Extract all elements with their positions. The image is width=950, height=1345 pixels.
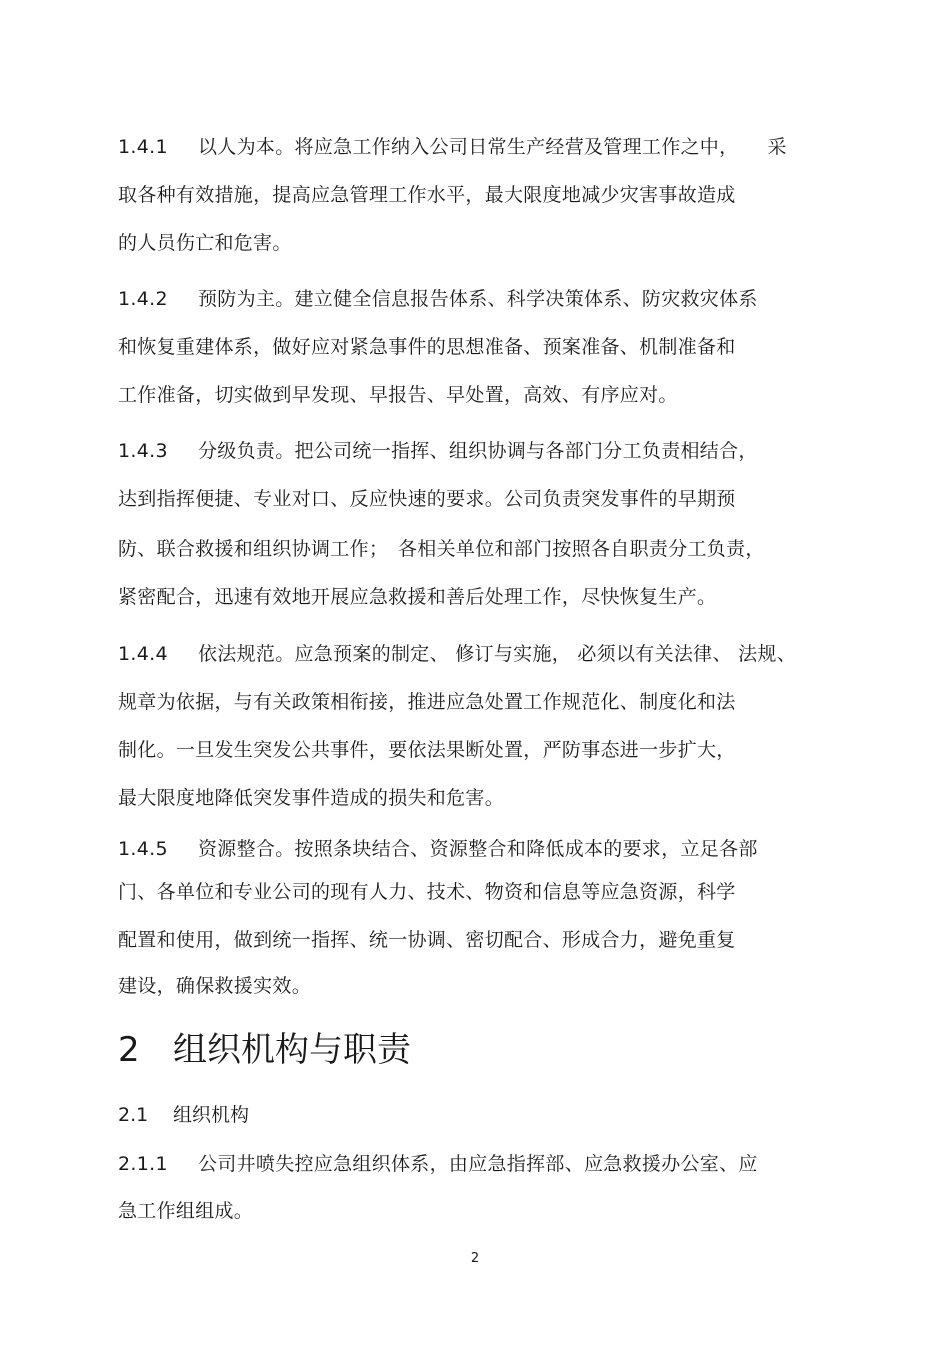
- paragraph-line: 取各种有效措施，提高应急管理工作水平，最大限度地减少灾害事故造成: [118, 184, 736, 206]
- paragraph-line: 工作准备，切实做到早发现、早报告、早处置，高效、有序应对。: [118, 384, 678, 406]
- paragraph-text: 依法规范。应急预案的制定、 修订与实施， 必须以有关法律、 法规、: [198, 643, 797, 665]
- section-1-4-1-line-1: [118, 134, 787, 160]
- section-heading-number: 2.1: [118, 1104, 149, 1126]
- section-number: 1.4.4: [118, 643, 168, 665]
- section-heading: [118, 1102, 249, 1128]
- paragraph-line: 的人员伤亡和危害。: [118, 232, 292, 254]
- paragraph-line: 最大限度地降低突发事件造成的损失和危害。: [118, 787, 505, 809]
- paragraph-text: 分级负责。把公司统一指挥、组织协调与各部门分工负责相结合，: [198, 440, 758, 462]
- paragraph-line: 规章为依据，与有关政策相衔接，推进应急处置工作规范化、制度化和法: [118, 691, 736, 713]
- paragraph-text: 以人为本。将应急工作纳入公司日常生产经营及管理工作之中， 采: [198, 136, 787, 158]
- paragraph-line: 配置和使用，做到统一指挥、统一协调、密切配合、形成合力，避免重复: [118, 929, 736, 951]
- chapter-number: 2: [118, 1030, 140, 1070]
- paragraph-line: 急工作组组成。: [118, 1200, 254, 1222]
- section-number: 1.4.2: [118, 288, 168, 310]
- paragraph-line: 门、各单位和专业公司的现有人力、技术、物资和信息等应急资源，科学: [118, 881, 736, 903]
- section-heading-title: 组织机构: [173, 1104, 250, 1126]
- section-1-4-4-line-1: [118, 641, 796, 667]
- paragraph-line: 制化。一旦发生突发公共事件，要依法果断处置，严防事态进一步扩大，: [118, 739, 736, 761]
- section-1-4-5-line-1: [118, 836, 758, 862]
- paragraph-text: 资源整合。按照条块结合、资源整合和降低成本的要求，立足各部: [198, 838, 758, 860]
- paragraph-line: 和恢复重建体系，做好应对紧急事件的思想准备、预案准备、机制准备和: [118, 336, 736, 358]
- paragraph-text: 公司井喷失控应急组织体系，由应急指挥部、应急救援办公室、应: [198, 1153, 758, 1175]
- paragraph-line: 建设，确保救援实效。: [118, 975, 312, 997]
- section-number: 2.1.1: [118, 1153, 168, 1175]
- section-number: 1.4.5: [118, 838, 168, 860]
- page-number: 2: [470, 1251, 480, 1266]
- paragraph-line: 达到指挥便捷、专业对口、反应快速的要求。公司负责突发事件的早期预: [118, 488, 736, 510]
- paragraph-line: 防、联合救援和组织协调工作； 各相关单位和部门按照各自职责分工负责，: [118, 538, 765, 560]
- chapter-heading: [118, 1030, 411, 1070]
- paragraph-text: 预防为主。建立健全信息报告体系、科学决策体系、防灾救灾体系: [198, 288, 758, 310]
- section-2-1-1-line-1: [118, 1151, 758, 1177]
- section-number: 1.4.1: [118, 136, 168, 158]
- section-number: 1.4.3: [118, 440, 168, 462]
- section-1-4-3-line-1: [118, 438, 758, 464]
- chapter-title: 组织机构与职责: [173, 1030, 411, 1070]
- paragraph-line: 紧密配合，迅速有效地开展应急救援和善后处理工作，尽快恢复生产。: [118, 586, 717, 608]
- section-1-4-2-line-1: [118, 286, 758, 312]
